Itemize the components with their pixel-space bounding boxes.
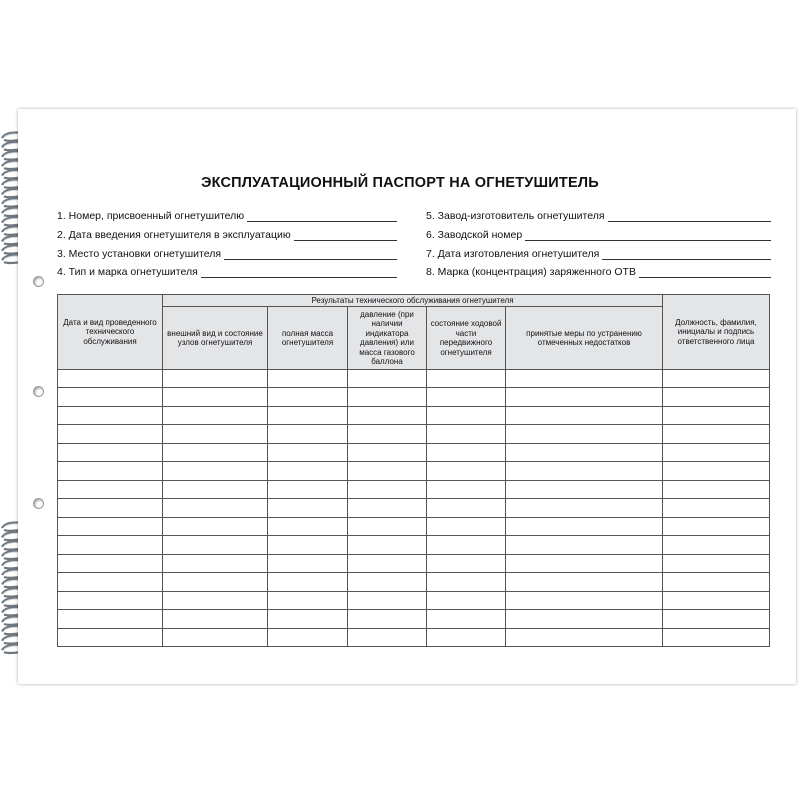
table-cell[interactable] — [426, 591, 506, 610]
table-cell[interactable] — [57, 609, 163, 628]
table-cell[interactable] — [426, 609, 506, 628]
fill-line[interactable] — [525, 231, 771, 241]
field-label: 5. Завод-изготовитель огнетушителя — [426, 210, 605, 222]
table-cell[interactable] — [347, 443, 427, 462]
table-cell[interactable] — [426, 424, 506, 443]
table-cell[interactable] — [662, 424, 770, 443]
table-cell[interactable] — [505, 628, 663, 647]
table-cell[interactable] — [162, 461, 268, 480]
punch-hole — [33, 276, 44, 287]
table-cell[interactable] — [267, 498, 348, 517]
table-cell[interactable] — [505, 443, 663, 462]
table-cell[interactable] — [505, 480, 663, 499]
header-pressure — [347, 306, 427, 370]
table-cell[interactable] — [57, 461, 163, 480]
header-chassis-state — [426, 306, 506, 370]
field-manufacture-date[interactable] — [426, 248, 771, 260]
table-cell[interactable] — [267, 591, 348, 610]
table-cell[interactable] — [426, 461, 506, 480]
table-cell[interactable] — [57, 480, 163, 499]
table-cell[interactable] — [267, 554, 348, 573]
fill-line[interactable] — [201, 268, 397, 278]
table-cell[interactable] — [426, 480, 506, 499]
table-cell[interactable] — [662, 554, 770, 573]
table-cell[interactable] — [505, 498, 663, 517]
table-cell[interactable] — [505, 535, 663, 554]
table-cell[interactable] — [426, 369, 506, 388]
table-cell[interactable] — [426, 498, 506, 517]
document-title: ЭКСПЛУАТАЦИОННЫЙ ПАСПОРТ НА ОГНЕТУШИТЕЛЬ — [201, 175, 599, 191]
table-cell[interactable] — [505, 572, 663, 591]
field-label: 4. Тип и марка огнетушителя — [57, 266, 198, 278]
header-responsible-person — [662, 294, 770, 370]
table-cell[interactable] — [162, 406, 268, 425]
fill-line[interactable] — [294, 231, 397, 241]
table-cell[interactable] — [426, 535, 506, 554]
table-cell[interactable] — [662, 369, 770, 388]
table-cell[interactable] — [662, 406, 770, 425]
table-cell[interactable] — [505, 517, 663, 536]
field-label: 7. Дата изготовления огнетушителя — [426, 248, 600, 260]
table-cell[interactable] — [347, 591, 427, 610]
table-cell[interactable] — [662, 498, 770, 517]
fill-line[interactable] — [639, 268, 771, 278]
header-label: давление (при наличии индикатора давления) или масса газового баллона — [359, 309, 415, 366]
table-cell[interactable] — [662, 591, 770, 610]
table-cell[interactable] — [162, 591, 268, 610]
table-cell[interactable] — [57, 443, 163, 462]
table-cell[interactable] — [162, 535, 268, 554]
table-cell[interactable] — [662, 609, 770, 628]
table-cell[interactable] — [57, 535, 163, 554]
table-cell[interactable] — [347, 498, 427, 517]
table-cell[interactable] — [162, 443, 268, 462]
header-appearance — [162, 306, 268, 370]
table-cell[interactable] — [57, 424, 163, 443]
header-date-type — [57, 294, 163, 370]
table-cell[interactable] — [267, 535, 348, 554]
table-cell[interactable] — [505, 554, 663, 573]
table-cell[interactable] — [57, 498, 163, 517]
table-cell[interactable] — [347, 406, 427, 425]
table-cell[interactable] — [162, 387, 268, 406]
table-cell[interactable] — [505, 461, 663, 480]
header-label: полная масса огнетушителя — [281, 328, 334, 347]
table-cell[interactable] — [267, 628, 348, 647]
fill-line[interactable] — [247, 212, 397, 222]
table-cell[interactable] — [662, 387, 770, 406]
table-cell[interactable] — [505, 406, 663, 425]
field-label: 2. Дата введения огнетушителя в эксплуатацию — [57, 229, 291, 241]
table-cell[interactable] — [162, 498, 268, 517]
field-label: 6. Заводской номер — [426, 229, 523, 241]
table-cell[interactable] — [426, 628, 506, 647]
table-cell[interactable] — [505, 387, 663, 406]
header-label: Результаты технического обслуживания огнетушителя — [311, 296, 514, 305]
table-cell[interactable] — [267, 424, 348, 443]
table-cell[interactable] — [347, 387, 427, 406]
table-cell[interactable] — [267, 517, 348, 536]
table-cell[interactable] — [57, 572, 163, 591]
table-cell[interactable] — [662, 535, 770, 554]
table-cell[interactable] — [426, 387, 506, 406]
field-installation-place[interactable] — [57, 248, 397, 260]
table-cell[interactable] — [505, 591, 663, 610]
table-cell[interactable] — [505, 369, 663, 388]
table-cell[interactable] — [426, 517, 506, 536]
maintenance-table — [57, 294, 770, 646]
table-cell[interactable] — [57, 554, 163, 573]
punch-hole — [33, 498, 44, 509]
field-label: 3. Место установки огнетушителя — [57, 248, 222, 260]
field-commission-date[interactable] — [57, 229, 397, 241]
fill-line[interactable] — [608, 212, 771, 222]
table-cell[interactable] — [267, 572, 348, 591]
table-cell[interactable] — [662, 443, 770, 462]
table-cell[interactable] — [57, 406, 163, 425]
table-cell[interactable] — [662, 480, 770, 499]
table-cell[interactable] — [267, 406, 348, 425]
field-manufacturer[interactable] — [426, 210, 771, 222]
field-label: 8. Марка (концентрация) заряженного ОТВ — [426, 266, 636, 278]
table-cell[interactable] — [662, 517, 770, 536]
table-cell[interactable] — [267, 387, 348, 406]
table-cell[interactable] — [347, 609, 427, 628]
field-agent-brand[interactable] — [426, 266, 771, 278]
table-cell[interactable] — [426, 406, 506, 425]
field-label: 1. Номер, присвоенный огнетушителю — [57, 210, 245, 222]
table-cell[interactable] — [267, 480, 348, 499]
table-cell[interactable] — [162, 554, 268, 573]
fill-line[interactable] — [224, 250, 397, 260]
table-cell[interactable] — [162, 517, 268, 536]
header-label: Дата и вид проведенного технического обслуживания — [63, 317, 157, 346]
header-full-mass — [267, 306, 348, 370]
header-label: принятые меры по устранению отмеченных недостатков — [526, 328, 642, 347]
table-cell[interactable] — [662, 461, 770, 480]
table-cell[interactable] — [162, 628, 268, 647]
table-cell[interactable] — [57, 591, 163, 610]
table-cell[interactable] — [347, 572, 427, 591]
table-cell[interactable] — [57, 369, 163, 388]
table-cell[interactable] — [162, 572, 268, 591]
table-cell[interactable] — [426, 554, 506, 573]
header-label: Должность, фамилия, инициалы и подпись ответственного лица — [675, 317, 757, 346]
table-cell[interactable] — [267, 369, 348, 388]
table-cell[interactable] — [57, 628, 163, 647]
field-type-model[interactable] — [57, 266, 397, 278]
table-cell[interactable] — [426, 572, 506, 591]
table-cell[interactable] — [162, 424, 268, 443]
table-cell[interactable] — [57, 517, 163, 536]
table-cell[interactable] — [347, 424, 427, 443]
header-label: внешний вид и состояние узлов огнетушителя — [167, 328, 263, 347]
table-cell[interactable] — [347, 554, 427, 573]
punch-hole — [33, 386, 44, 397]
table-cell[interactable] — [426, 443, 506, 462]
table-cell[interactable] — [162, 480, 268, 499]
table-cell[interactable] — [662, 572, 770, 591]
table-cell[interactable] — [57, 387, 163, 406]
table-cell[interactable] — [267, 443, 348, 462]
table-cell[interactable] — [505, 424, 663, 443]
table-cell[interactable] — [162, 369, 268, 388]
fill-line[interactable] — [602, 250, 771, 260]
field-serial-number[interactable] — [426, 229, 771, 241]
table-cell[interactable] — [505, 609, 663, 628]
table-cell[interactable] — [347, 535, 427, 554]
table-cell[interactable] — [347, 461, 427, 480]
table-cell[interactable] — [347, 628, 427, 647]
table-cell[interactable] — [662, 628, 770, 647]
field-extinguisher-number[interactable] — [57, 210, 397, 222]
table-cell[interactable] — [162, 609, 268, 628]
table-cell[interactable] — [347, 517, 427, 536]
table-cell[interactable] — [267, 609, 348, 628]
header-label: состояние ходовой части передвижного огнетушителя — [430, 319, 502, 357]
table-cell[interactable] — [347, 369, 427, 388]
header-measures — [505, 306, 663, 370]
table-cell[interactable] — [267, 461, 348, 480]
table-cell[interactable] — [347, 480, 427, 499]
